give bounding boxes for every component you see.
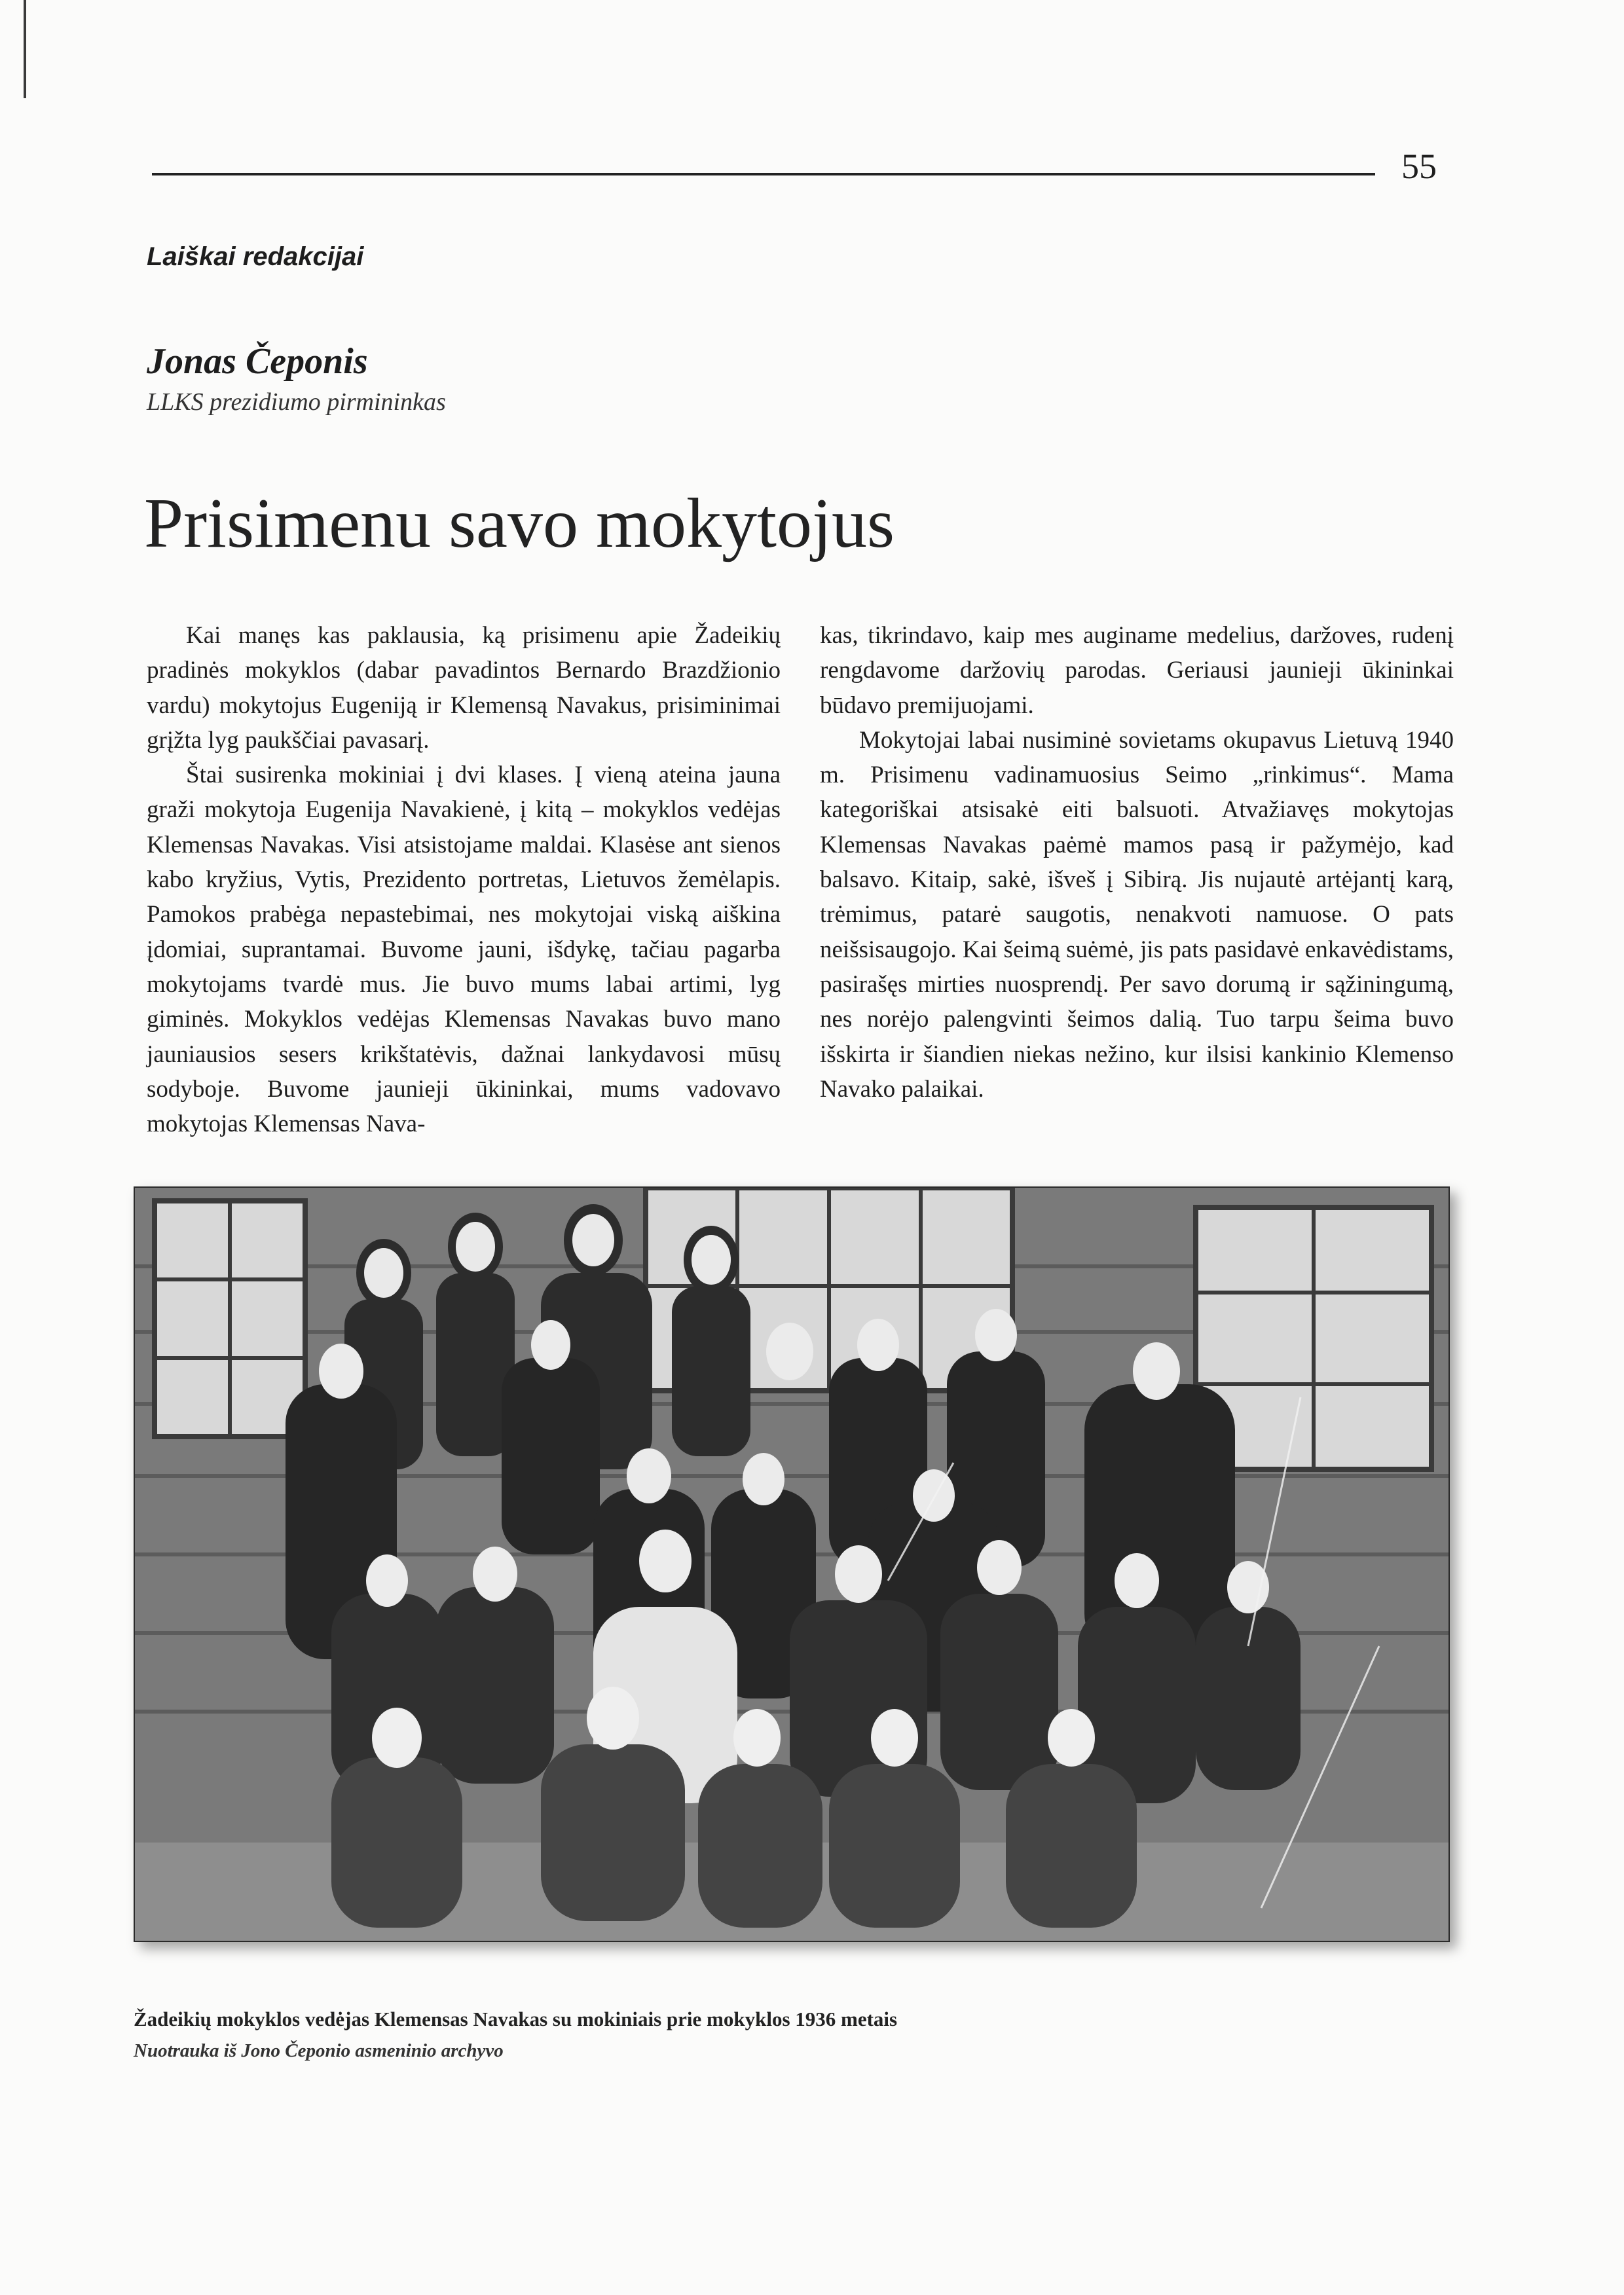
article-column-right (820, 618, 1454, 1107)
article-title: Prisimenu savo mokytojus (144, 485, 895, 562)
header-rule (152, 173, 1375, 175)
author-role: LLKS prezidiumo pirmininkas (147, 388, 446, 416)
photo-caption: Žadeikių mokyklos vedėjas Klemensas Navakas su mokiniais prie mokyklos 1936 metais (134, 2008, 898, 2030)
page-number: 55 (1401, 147, 1437, 186)
paragraph: Štai susirenka mokiniai į dvi klases. Į vieną ateina jauna graži mokytoja Eugenija Navakienė, į kitą – mokyklos vedėjas Klemensas Navakas. Visi atsistojame maldai. Klasėse ant sienos kabo kryžius, Vytis, Prezidento portretas, Lietuvos žemėlapis. Pamokos prabėga nepastebimai, nes mokytojai viską aiškina įdomiai, suprantamai. Buvome jauni, išdykę, tačiau pagarba mokytojams tvardė mus. Jie buvo mums labai artimi, lyg giminės. Mokyklos vedėjas Klemensas Navakas buvo mano jauniausios sesers krikštatėvis, dažnai lankydavosi mūsų sodyboje. Buvome jaunieji ūkininkai, mums vadovavo mokytojas Klemensas Nava- (147, 762, 781, 1138)
paragraph: Kai manęs kas paklausia, ką prisimenu apie Žadeikių pradinės mokyklos (dabar pavadintos Bernardo Brazdžionio vardu) mokytojus Eugeniją ir Klemensą Navakus, prisiminimai grįžta lyg paukščiai pavasarį. (147, 622, 781, 754)
section-label: Laiškai redakcijai (147, 242, 364, 271)
photo-credit: Nuotrauka iš Jono Čeponio asmeninio archyvo (134, 2040, 504, 2061)
article-column-left (147, 618, 781, 1141)
scan-edge-mark (24, 0, 26, 98)
author-name: Jonas Čeponis (147, 341, 368, 382)
paragraph-continuation: kas, tikrindavo, kaip mes auginame medelius, daržoves, rudenį rengdavome daržovių parodas. Geriausi jaunieji ūkininkai būdavo premijuojami. (820, 622, 1454, 719)
class-photo (134, 1186, 1450, 1942)
paragraph: Mokytojai labai nusiminė sovietams okupavus Lietuvą 1940 m. Prisimenu vadinamuosius Seimo „rinkimus“. Mama kategoriškai atsisakė eiti balsuoti. Atvažiavęs mokytojas Klemensas Navakas paėmė mamos pasą ir pažymėjo, kad balsavo. Kitaip, sakė, išveš į Sibirą. Jis nujautė artėjantį karą, trėmimus, patarė saugotis, nenakvoti namuose. O pats neišsisaugojo. Kai šeimą suėmė, jis pats pasidavė enkavėdistams, pasirašęs mirties nuosprendį. Per savo dorumą ir sąžiningumą, nes norėjo palengvinti šeimos dalią. Tuo tarpu šeima buvo išskirta ir šiandien niekas nežino, kur ilsisi kankinio Klemenso Navako palaikai. (820, 726, 1454, 1103)
